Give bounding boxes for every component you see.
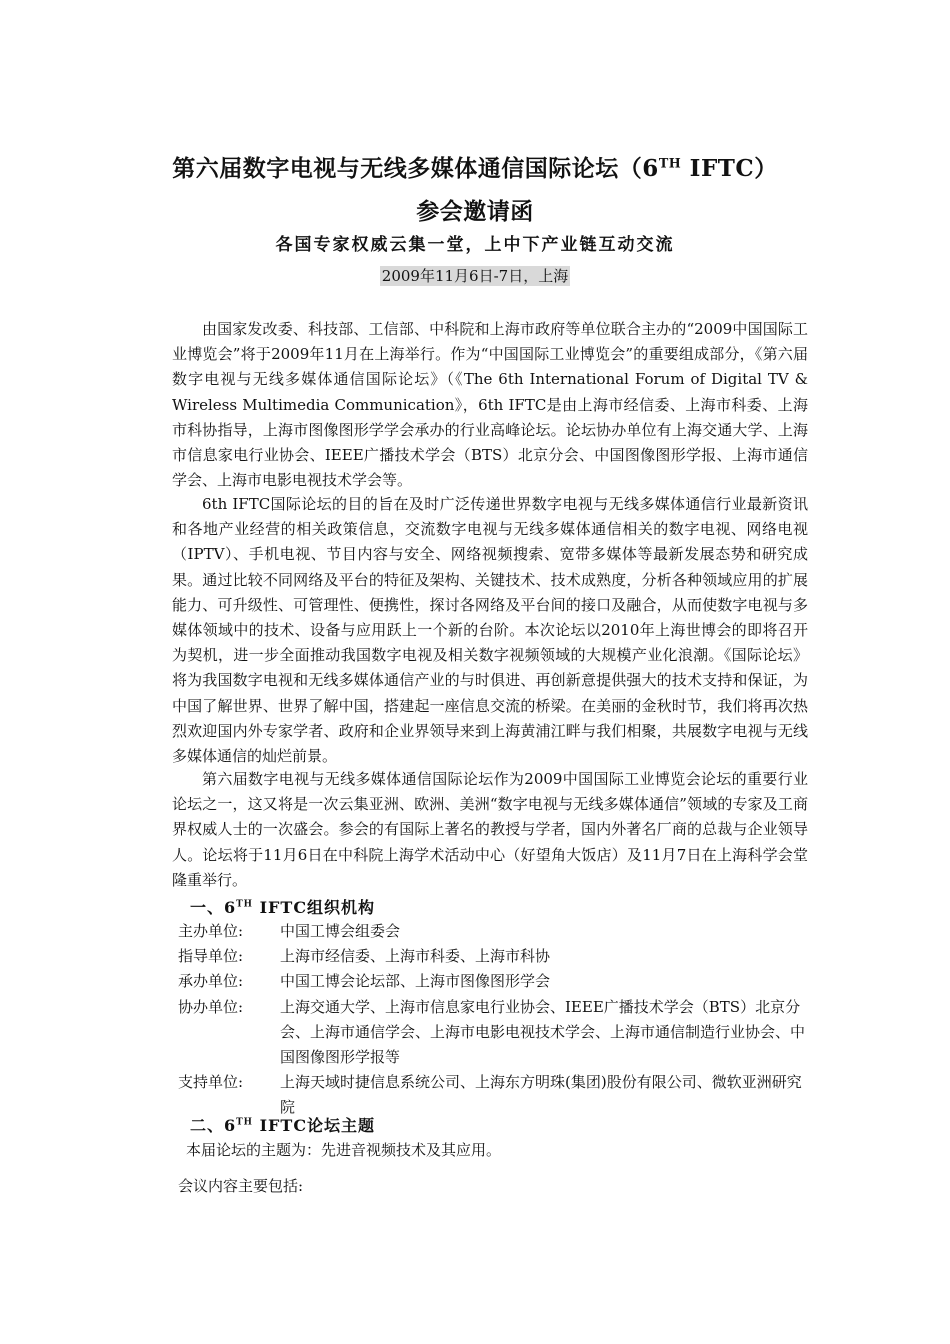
organization-list <box>178 919 808 1121</box>
date-location <box>0 265 950 286</box>
org-value: 上海交通大学、上海市信息家电行业协会、IEEE广播技术学会（BTS）北京分会、上海市通信学会、上海市电影电视技术学会、上海市通信制造行业协会、中国图像图形学报等 <box>280 997 806 1067</box>
heading-text: 二、6 <box>190 1116 237 1135</box>
list-item <box>178 944 808 969</box>
heading-superscript: TH <box>236 899 253 910</box>
section-heading-theme <box>190 1113 375 1136</box>
list-item <box>178 969 808 994</box>
org-value: 上海市经信委、上海市科委、上海市科协 <box>280 947 551 966</box>
org-label: 承办单位: <box>178 972 244 991</box>
heading-text: 一、6 <box>190 898 237 917</box>
paragraph-text: 第六届数字电视与无线多媒体通信国际论坛作为2009中国国际工业博览会论坛的重要行业论坛之一，这又将是一次云集亚洲、欧洲、美洲“数字电视与无线多媒体通信”领域的专家及工商界权威人士的一次盛会。参会的有国际上著名的教授与学者，国内外著名厂商的总裁与企业领导人。论坛将于11月6日在中科院上海学术活动中心（好望角大饭店）及11月7日在上海科学会堂隆重举行。 <box>172 770 808 889</box>
org-label: 协办单位: <box>178 997 244 1016</box>
title-text: 第六届数字电视与无线多媒体通信国际论坛（6 <box>172 155 659 182</box>
paragraph-purpose <box>172 492 808 769</box>
org-label: 支持单位: <box>178 1073 244 1092</box>
org-value: 上海天域时捷信息系统公司、上海东方明珠(集团)股份有限公司、微软亚洲研究院 <box>280 1073 802 1117</box>
org-value: 中国工博会组委会 <box>280 922 401 940</box>
heading-superscript: TH <box>236 1117 253 1128</box>
org-value: 中国工博会论坛部、上海市图像图形学会 <box>280 972 551 991</box>
theme-statement: 本届论坛的主题为：先进音视频技术及其应用。 <box>186 1141 502 1159</box>
section-heading-organization <box>190 895 375 918</box>
org-label: 指导单位: <box>178 947 244 966</box>
paragraph-text: 由国家发改委、科技部、工信部、中科院和上海市政府等单位联合主办的“2009中国国际工业博览会”将于2009年11月在上海举行。作为“中国国际工业博览会”的重要组成部分，《第六届数字电视与无线多媒体通信国际论坛》（《The 6th International Forum of Digital TV & Wireless Multimedia Communication》，6th IFTC是由上海市经信委、上海市科委、上海市科协指导，上海市图像图形学学会承办的行业高峰论坛。论坛协办单位有上海交通大学、上海市信息家电行业协会、IEEE广播技术学会（BTS）北京分会、中国图像图形学报、上海市通信学会、上海市电影电视技术学会等。 <box>172 320 808 490</box>
heading-suffix: IFTC组织机构 <box>253 898 376 917</box>
title-superscript: TH <box>658 155 682 171</box>
paragraph-text: 6th IFTC国际论坛的目的旨在及时广泛传递世界数字电视与无线多媒体通信行业最新资讯和各地产业经营的相关政策信息，交流数字电视与无线多媒体通信相关的数字电视、网络电视（IPTV）、手机电视、节目内容与安全、网络视频搜索、宽带多媒体等最新发展态势和研究成果。通过比较不同网络及平台的特征及架构、关键技术、技术成熟度，分析各种领域应用的扩展能力、可升级性、可管理性、便携性，探讨各网络及平台间的接口及融合，从而使数字电视与多媒体领域中的技术、设备与应用跃上一个新的台阶。本次论坛以2010年上海世博会的即将召开为契机，进一步全面推动我国数字电视及相关数字视频领域的大规模产业化浪潮。《国际论坛》将为我国数字电视和无线多媒体通信产业的与时俱进、再创新意提供强大的技术支持和保证，为中国了解世界、世界了解中国，搭建起一座信息交流的桥梁。在美丽的金秋时节，我们将再次热烈欢迎国内外专家学者、政府和企业界领导来到上海黄浦江畔与我们相聚，共展数字电视与无线多媒体通信的灿烂前景。 <box>172 495 808 766</box>
paragraph-event <box>172 767 808 893</box>
content-intro: 会议内容主要包括: <box>178 1177 304 1195</box>
paragraph-intro <box>172 317 808 493</box>
document-title <box>0 150 950 183</box>
tagline: 各国专家权威云集一堂，上中下产业链互动交流 <box>275 235 675 255</box>
list-item <box>178 919 808 944</box>
title-suffix: IFTC） <box>681 155 778 182</box>
list-item <box>178 995 808 1071</box>
document-subtitle-heading: 参会邀请函 <box>416 198 534 225</box>
date-location-text: 2009年11月6日-7日，上海 <box>381 267 569 285</box>
heading-suffix: IFTC论坛主题 <box>253 1116 376 1135</box>
org-label: 主办单位: <box>178 922 244 940</box>
